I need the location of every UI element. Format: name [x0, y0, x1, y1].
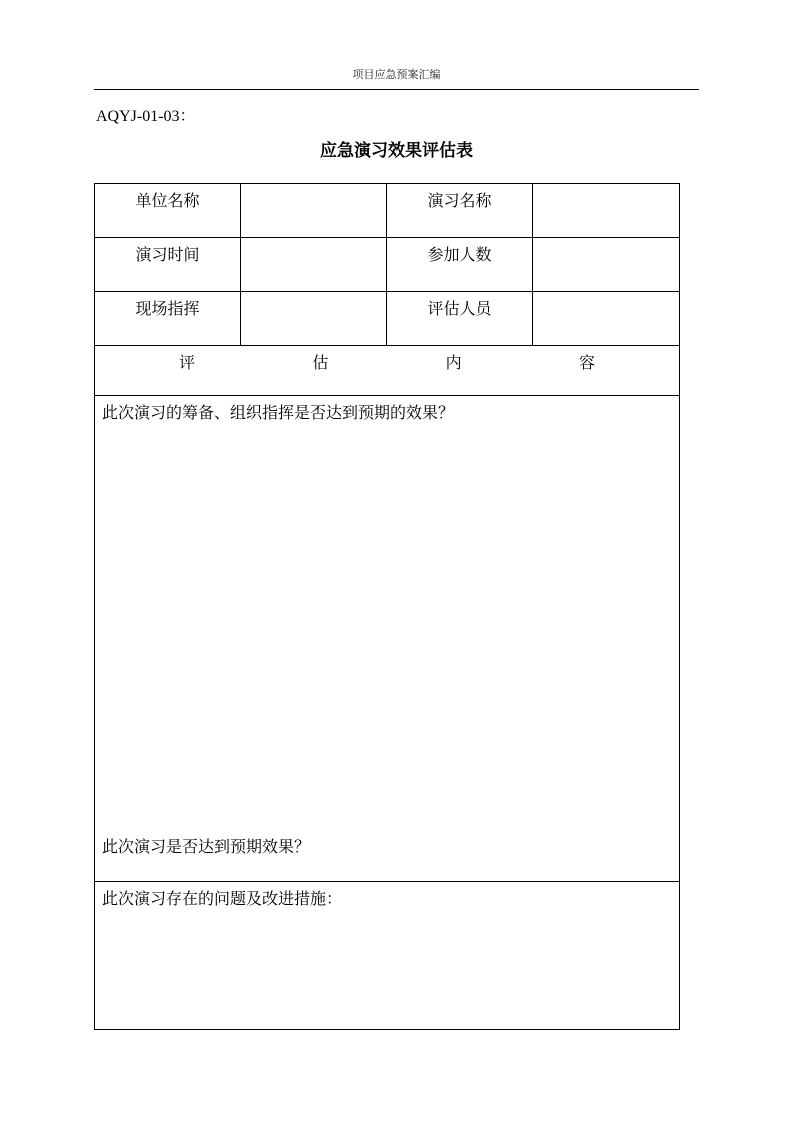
label-drill-name: 演习名称	[387, 184, 533, 238]
eval-header-char: 估	[312, 353, 329, 372]
page-title: 应急演习效果评估表	[320, 141, 473, 161]
field-drill-name[interactable]	[533, 184, 680, 238]
running-header: 项目应急预案汇编	[352, 68, 441, 81]
evaluation-form-table	[94, 183, 680, 1030]
label-evaluators: 评估人员	[387, 292, 533, 346]
header-divider	[94, 89, 699, 90]
problems-block-row	[95, 882, 680, 1030]
evaluation-answer-area[interactable]	[95, 396, 680, 882]
field-participant-count[interactable]	[533, 238, 680, 292]
eval-header-char: 内	[445, 353, 462, 372]
form-row-unit	[95, 184, 680, 238]
question-expected-effect: 此次演习是否达到预期效果？	[102, 837, 311, 856]
label-participant-count: 参加人数	[387, 238, 533, 292]
question-problems-improvements: 此次演习存在的问题及改进措施：	[102, 889, 343, 908]
label-drill-time: 演习时间	[95, 238, 241, 292]
problems-answer-area[interactable]	[95, 882, 680, 1030]
evaluation-content-header-row	[95, 346, 680, 396]
eval-header-char: 容	[578, 353, 595, 372]
evaluation-content-header	[95, 346, 680, 396]
evaluation-block-row	[95, 396, 680, 882]
field-unit-name[interactable]	[241, 184, 387, 238]
eval-header-char: 评	[179, 353, 196, 372]
document-code: AQYJ-01-03：	[96, 108, 196, 125]
label-unit-name: 单位名称	[95, 184, 241, 238]
field-drill-time[interactable]	[241, 238, 387, 292]
form-row-time	[95, 238, 680, 292]
label-onsite-command: 现场指挥	[95, 292, 241, 346]
form-row-command	[95, 292, 680, 346]
field-evaluators[interactable]	[533, 292, 680, 346]
question-preparation: 此次演习的筹备、组织指挥是否达到预期的效果？	[102, 403, 455, 422]
field-onsite-command[interactable]	[241, 292, 387, 346]
